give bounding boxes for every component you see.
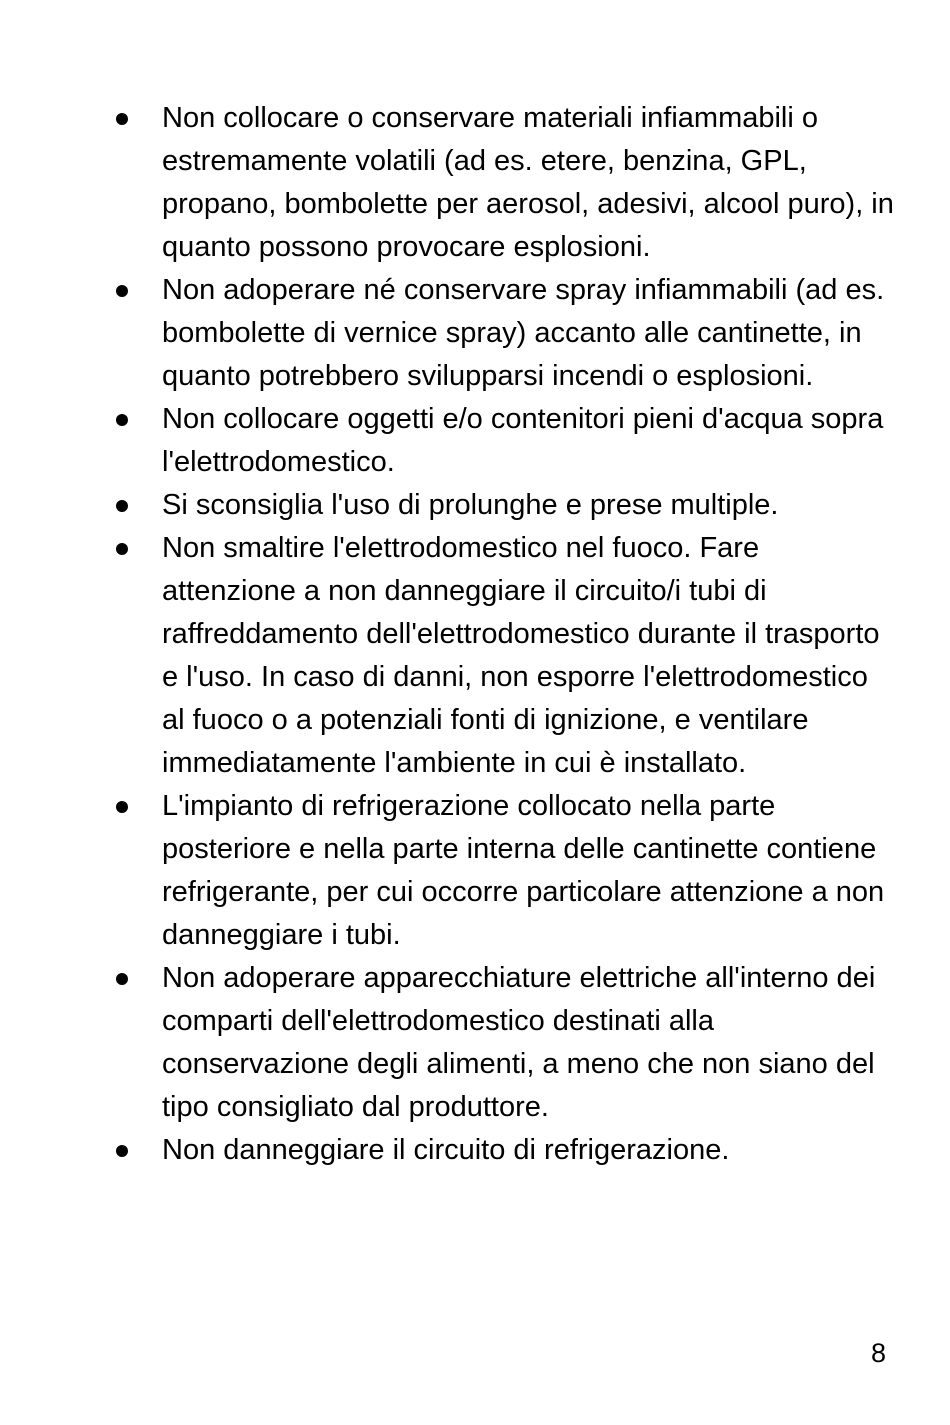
list-item <box>108 1129 898 1172</box>
list-item-text: Non smaltire l'elettrodomestico nel fuoco. Fare attenzione a non danneggiare il circuito/i tubi di raffreddamento dell'elettrodomestico durante il trasporto e l'uso. In caso di danni, non esporre l'elettrodomestico al fuoco o a potenziali fonti di ignizione, e ventilare immediatamente l'ambiente in cui è installato. <box>162 532 880 779</box>
bullet-icon <box>116 113 128 125</box>
list-item <box>108 97 898 269</box>
list-item-text: Non collocare o conservare materiali infiammabili o estremamente volatili (ad es. etere, benzina, GPL, propano, bombolette per aerosol, adesivi, alcool puro), in quanto possono provocare esplosioni. <box>162 102 894 263</box>
list-item-text: Non adoperare né conservare spray infiammabili (ad es. bombolette di vernice spray) accanto alle cantinette, in quanto potrebbero svilupparsi incendi o esplosioni. <box>162 274 885 392</box>
page-number: 8 <box>870 1338 886 1368</box>
bullet-icon <box>116 414 128 426</box>
list-item-text: L'impianto di refrigerazione collocato nella parte posteriore e nella parte interna delle cantinette contiene refrigerante, per cui occorre particolare attenzione a non danneggiare i tubi. <box>162 790 885 951</box>
list-item <box>108 398 898 484</box>
bullet-icon <box>116 1145 128 1157</box>
bullet-icon <box>116 973 128 985</box>
list-item-text: Non danneggiare il circuito di refrigerazione. <box>162 1134 730 1166</box>
list-item-text: Non collocare oggetti e/o contenitori pieni d'acqua sopra l'elettrodomestico. <box>162 403 884 478</box>
bullet-icon <box>116 500 128 512</box>
list-item <box>108 484 898 527</box>
list-item <box>108 527 898 785</box>
list-item-text: Non adoperare apparecchiature elettriche all'interno dei comparti dell'elettrodomestico destinati alla conservazione degli alimenti, a meno che non siano del tipo consigliato dal produttore. <box>162 962 876 1123</box>
bullet-icon <box>116 543 128 555</box>
list-item <box>108 269 898 398</box>
bullet-icon <box>116 285 128 297</box>
list-item <box>108 957 898 1129</box>
list-item-text: Si sconsiglia l'uso di prolunghe e prese multiple. <box>162 489 779 521</box>
list-item <box>108 785 898 957</box>
safety-bullet-list <box>108 97 898 1172</box>
bullet-icon <box>116 801 128 813</box>
